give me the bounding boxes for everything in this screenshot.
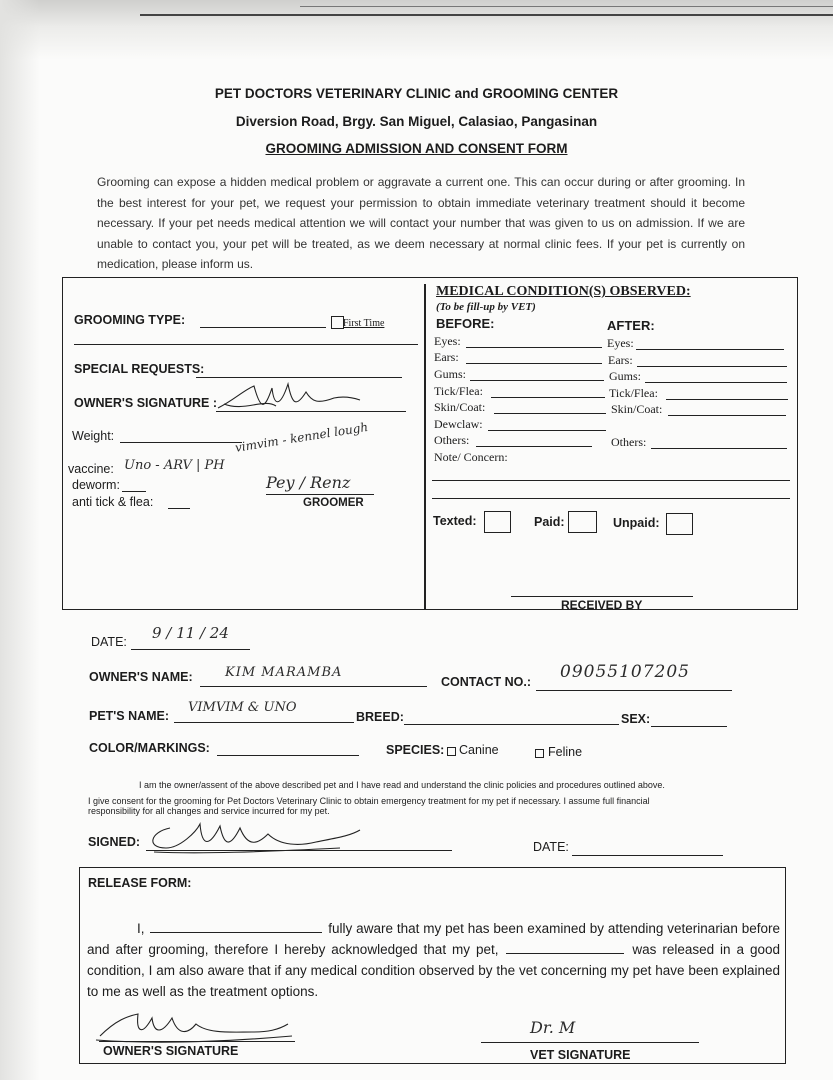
before-others-label: Others: [434,433,470,447]
paper-edge [300,6,833,7]
release-text-a: I, [137,921,145,936]
color-markings-label: COLOR/MARKINGS: [89,741,210,755]
scan-shadow [0,0,833,60]
after-tickflea-field[interactable] [666,399,788,400]
pet-name-value: VIMVIM & UNO [188,700,297,715]
date-field[interactable] [131,649,250,650]
consent-line-2: I give consent for the grooming for Pet Doctors Veterinary Clinic to obtain emergency treatment for my pet if necessary. I assume full financial [88,796,650,806]
note-concern-line-2[interactable] [432,498,790,499]
grooming-note: vimvim - kennel lough [234,419,370,455]
contact-value: 09055107205 [560,662,690,682]
note-concern-line-1[interactable] [432,480,790,481]
paper-edge [140,14,833,16]
release-title: RELEASE FORM: [88,876,192,890]
before-tickflea-field[interactable] [491,397,605,398]
weight-field[interactable] [120,442,242,443]
before-others-field[interactable] [476,446,592,447]
before-ears-label: Ears: [434,350,459,364]
owner-signature-image [214,378,364,418]
contact-label: CONTACT NO.: [441,675,532,689]
before-ears-field[interactable] [466,363,602,364]
feline-checkbox[interactable] [535,749,544,758]
vet-signature-field[interactable] [481,1042,699,1043]
release-name-field[interactable] [150,920,322,933]
color-markings-field[interactable] [217,755,359,756]
after-label: AFTER: [607,318,655,333]
before-gums-field[interactable] [470,380,604,381]
received-by-field[interactable] [511,596,693,597]
clinic-name: PET DOCTORS VETERINARY CLINIC and GROOMING CENTER [214,86,619,101]
sex-label: SEX: [621,712,651,726]
owner-name-field[interactable] [200,686,427,687]
release-owner-signature-label: OWNER'S SIGNATURE [103,1044,239,1058]
after-tickflea-label: Tick/Flea: [609,386,658,400]
release-pet-field[interactable] [506,941,624,954]
paid-label: Paid: [534,515,565,529]
before-dewclaw-label: Dewclaw: [434,417,483,431]
date-label: DATE: [91,635,127,649]
before-eyes-label: Eyes: [434,334,461,348]
owner-name-label: OWNER'S NAME: [89,670,193,684]
date-value: 9 / 11 / 24 [152,624,229,642]
before-skincoat-field[interactable] [494,413,606,414]
paid-checkbox[interactable] [568,511,597,533]
note-concern-label: Note/ Concern: [434,450,508,464]
species-label: SPECIES: [386,743,445,757]
before-skincoat-label: Skin/Coat: [434,400,486,414]
after-eyes-label: Eyes: [607,336,634,350]
consent-signature-image [140,818,370,858]
deworm-label: deworm: [72,478,120,492]
groomer-field[interactable] [266,494,374,495]
vaccine-value: Uno - ARV | PH [124,458,225,473]
first-time-label: First Time [343,318,385,329]
unpaid-label: Unpaid: [613,516,660,530]
consent-line-1: I am the owner/assent of the above described pet and I have read and understand the clinic policies and procedures outlined above. [139,780,665,790]
grooming-type-field[interactable] [200,327,326,328]
special-requests-label: SPECIAL REQUESTS: [74,362,205,376]
antitick-field[interactable] [168,508,190,509]
before-eyes-field[interactable] [466,347,602,348]
feline-label: Feline [548,745,583,759]
consent-line-3: responsibility for all changes and service incurred for my pet. [88,806,330,816]
consent-date-field[interactable] [572,855,723,856]
after-skincoat-field[interactable] [668,415,786,416]
medical-subtitle: (To be fill-up by VET) [436,301,536,313]
before-tickflea-label: Tick/Flea: [434,384,483,398]
release-text-b: fully aware that my pet has been examined by attending veterinarian before and after grooming, therefore I hereby acknowledged that my pet, [87,921,780,957]
owner-signature-label: OWNER'S SIGNATURE : [74,396,218,410]
after-ears-label: Ears: [608,353,633,367]
groomer-label: GROOMER [303,497,364,509]
scan-shadow [0,0,40,1080]
signed-label: SIGNED: [88,835,141,849]
after-others-field[interactable] [651,448,787,449]
canine-checkbox[interactable] [447,747,456,756]
before-gums-label: Gums: [434,367,467,381]
deworm-field[interactable] [122,491,146,492]
after-skincoat-label: Skin/Coat: [611,402,663,416]
pet-name-label: PET'S NAME: [89,709,170,723]
box-divider [424,284,426,610]
release-owner-signature-field[interactable] [99,1041,295,1042]
after-gums-field[interactable] [645,382,787,383]
owner-name-value: KIM MARAMBA [225,665,343,680]
form-title: GROOMING ADMISSION AND CONSENT FORM [265,141,568,156]
vaccine-label: vaccine: [68,462,114,476]
intro-paragraph: Grooming can expose a hidden medical problem or aggravate a current one. This can occur during or after grooming. In the best interest for your pet, we request your permission to obtain immediate veterinary treatment should it become necessary. If your pet needs medical attention we will contact your number that was given to us on admission. If we are unable to contact you, your pet will be treated, as we deem necessary at normal clinic fees. If your pet is currently on medication, please inform us. [97,175,745,272]
after-gums-label: Gums: [609,369,642,383]
before-dewclaw-field[interactable] [488,430,606,431]
antitick-label: anti tick & flea: [72,495,154,509]
texted-label: Texted: [433,514,477,528]
before-label: BEFORE: [436,316,495,331]
texted-checkbox[interactable] [484,511,511,533]
release-text-c: was released in a good condition, I am also aware that if any medical condition observed by the vet concerning my pet have been explained to me as well as the treatment options. [87,942,780,999]
weight-label: Weight: [72,429,115,443]
canine-label: Canine [459,743,499,757]
unpaid-checkbox[interactable] [666,513,693,535]
release-text [87,918,780,1002]
grooming-type-label: GROOMING TYPE: [74,313,186,327]
vet-signature-value: Dr. M [530,1018,576,1037]
consent-date-label: DATE: [533,840,569,854]
breed-label: BREED: [356,710,404,724]
after-ears-field[interactable] [637,366,787,367]
clinic-address: Diversion Road, Brgy. San Miguel, Calasiao, Pangasinan [235,114,598,129]
breed-field[interactable] [404,724,619,725]
received-by-label: RECEIVED BY [561,598,643,612]
after-others-label: Others: [611,435,647,449]
vet-signature-label: VET SIGNATURE [530,1048,631,1062]
contact-field[interactable] [536,690,732,691]
sex-field[interactable] [651,726,727,727]
groomer-name: Pey / Renz [266,473,351,492]
grooming-type-field-2[interactable] [74,344,418,345]
after-eyes-field[interactable] [636,349,784,350]
medical-title: MEDICAL CONDITION(S) OBSERVED: [436,284,691,299]
pet-name-field[interactable] [174,722,354,723]
